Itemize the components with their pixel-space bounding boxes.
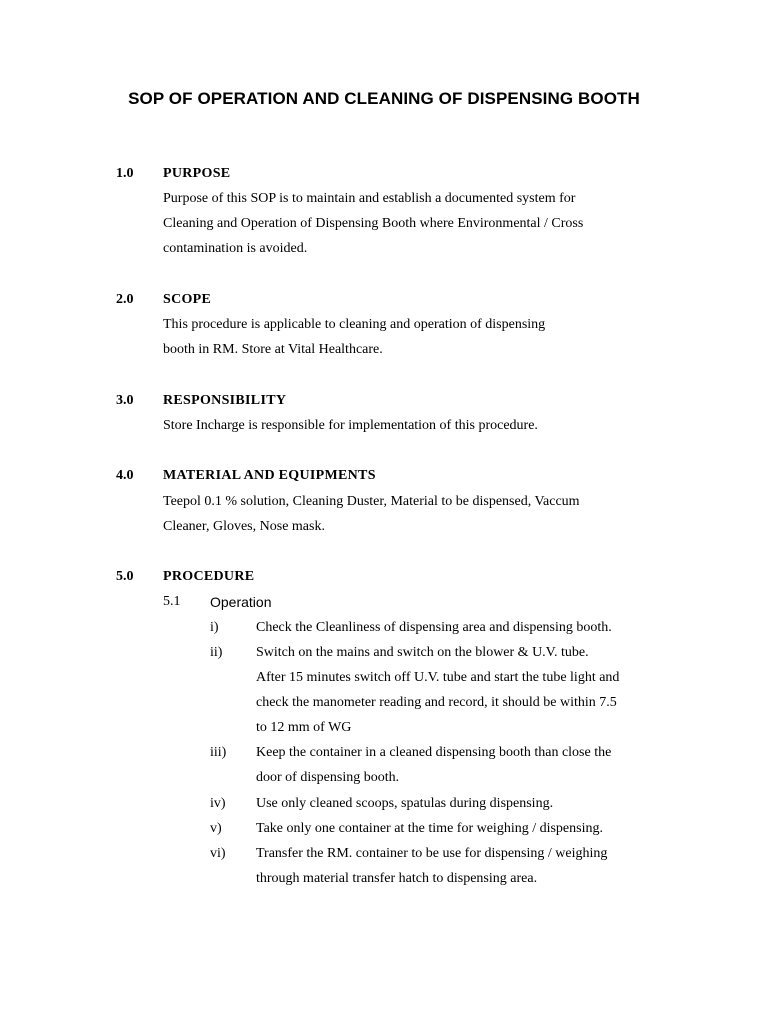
section-text-line: Purpose of this SOP is to maintain and establish a documented system for bbox=[163, 191, 576, 206]
section-heading: SCOPE bbox=[163, 292, 212, 307]
step-text-line: check the manometer reading and record, it should be within 7.5 bbox=[256, 695, 617, 710]
step-number: v) bbox=[210, 821, 222, 836]
section-number: 2.0 bbox=[116, 292, 134, 307]
step-number: ii) bbox=[210, 645, 223, 660]
step-text-line: to 12 mm of WG bbox=[256, 720, 352, 735]
section-text-line: contamination is avoided. bbox=[163, 241, 308, 256]
step-number: iv) bbox=[210, 796, 226, 811]
section-text-line: Cleaner, Gloves, Nose mask. bbox=[163, 519, 325, 534]
document-title: SOP OF OPERATION AND CLEANING OF DISPENSING BOOTH bbox=[128, 89, 640, 108]
step-text-line: Use only cleaned scoops, spatulas during dispensing. bbox=[256, 796, 554, 811]
step-number: iii) bbox=[210, 745, 227, 760]
section-heading: PROCEDURE bbox=[163, 569, 255, 584]
section-text-line: Store Incharge is responsible for implementation of this procedure. bbox=[163, 418, 538, 433]
section-number: 3.0 bbox=[116, 393, 134, 408]
step-text-line: Check the Cleanliness of dispensing area and dispensing booth. bbox=[256, 620, 612, 635]
step-text-line: Transfer the RM. container to be use for dispensing / weighing bbox=[256, 846, 608, 861]
step-text-line: After 15 minutes switch off U.V. tube and start the tube light and bbox=[256, 670, 620, 685]
step-text-line: Switch on the mains and switch on the blower & U.V. tube. bbox=[256, 645, 589, 660]
step-text-line: Keep the container in a cleaned dispensing booth than close the bbox=[256, 745, 612, 760]
subsection-title: Operation bbox=[210, 594, 272, 610]
section-heading: RESPONSIBILITY bbox=[163, 393, 287, 408]
step-number: i) bbox=[210, 620, 219, 635]
section-number: 5.0 bbox=[116, 569, 134, 584]
section-number: 4.0 bbox=[116, 468, 134, 483]
section-text-line: This procedure is applicable to cleaning and operation of dispensing bbox=[163, 317, 546, 332]
section-text-line: Teepol 0.1 % solution, Cleaning Duster, Material to be dispensed, Vaccum bbox=[163, 494, 580, 509]
section-text-line: booth in RM. Store at Vital Healthcare. bbox=[163, 342, 383, 357]
subsection-number: 5.1 bbox=[163, 594, 181, 609]
section-number: 1.0 bbox=[116, 166, 134, 181]
step-text-line: Take only one container at the time for weighing / dispensing. bbox=[256, 821, 603, 836]
step-number: vi) bbox=[210, 846, 226, 861]
step-text-line: door of dispensing booth. bbox=[256, 770, 400, 785]
section-heading: PURPOSE bbox=[163, 166, 231, 181]
section-text-line: Cleaning and Operation of Dispensing Booth where Environmental / Cross bbox=[163, 216, 584, 231]
step-text-line: through material transfer hatch to dispensing area. bbox=[256, 871, 538, 886]
section-heading: MATERIAL AND EQUIPMENTS bbox=[163, 468, 376, 483]
